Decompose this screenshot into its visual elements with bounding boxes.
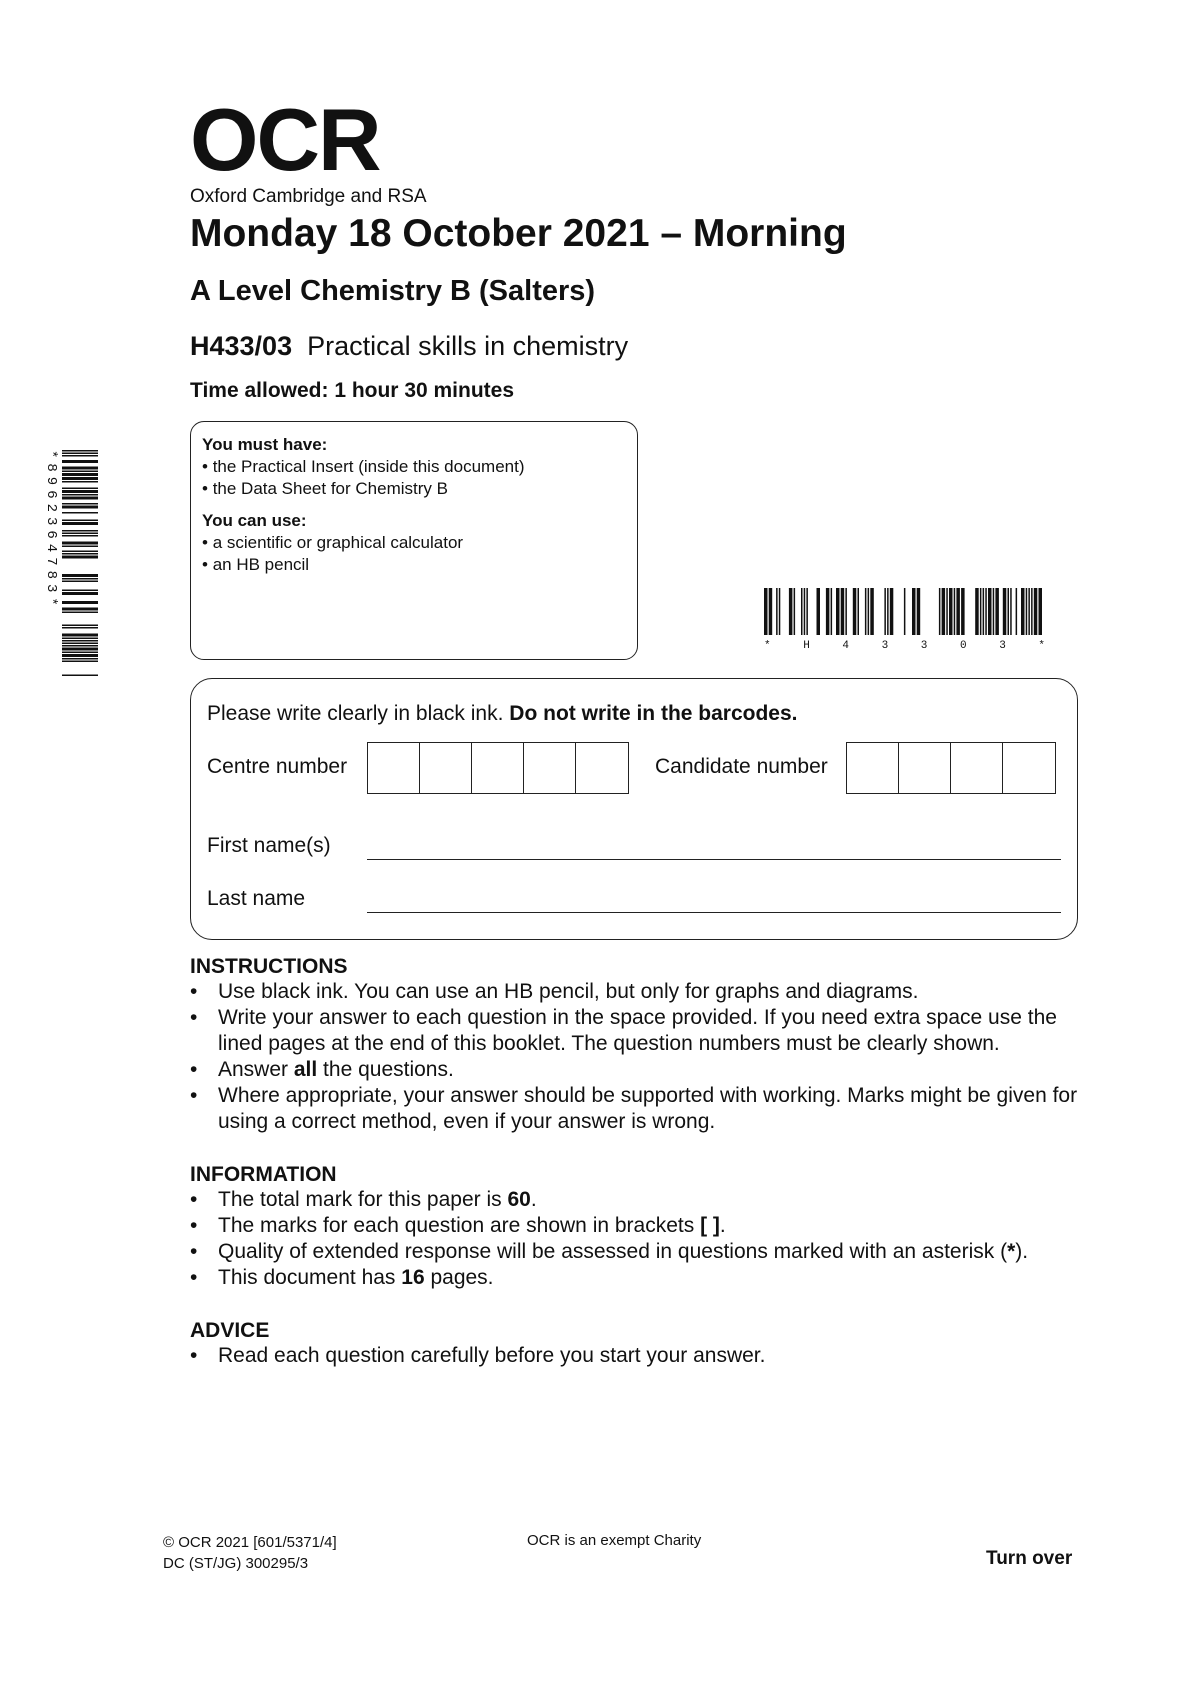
candidate-number-digit[interactable] <box>899 743 951 793</box>
information-section <box>190 1163 1090 1291</box>
document-reference: DC (ST/JG) 300295/3 <box>163 1555 309 1572</box>
information-item: • This document has 16 pages. <box>190 1266 494 1289</box>
centre-number-input[interactable] <box>367 742 629 794</box>
last-name-label: Last name <box>207 887 306 910</box>
exam-title: Practical skills in chemistry <box>307 331 629 361</box>
first-name-label: First name(s) <box>207 834 331 857</box>
advice-section <box>190 1319 1090 1369</box>
instructions-section <box>190 955 1090 1135</box>
equipment-box <box>190 421 638 660</box>
centre-number-digit[interactable] <box>576 743 628 793</box>
exam-code: H433/03 <box>190 331 293 361</box>
write-instruction: Please write clearly in black ink. Do not write in the barcodes. <box>207 702 798 725</box>
paper-barcode <box>764 588 1044 650</box>
exam-subject: A Level Chemistry B (Salters) <box>190 275 596 307</box>
paper-barcode-graphic <box>764 588 1044 650</box>
footer-left <box>163 1532 337 1574</box>
side-barcode-digits: *8962364783* <box>44 450 59 611</box>
side-barcode <box>44 450 100 680</box>
centre-number-digit[interactable] <box>472 743 524 793</box>
first-name-field[interactable] <box>367 859 1061 860</box>
charity-text: OCR is an exempt Charity <box>527 1532 702 1549</box>
centre-number-label: Centre number <box>207 755 348 778</box>
can-use-item: • an HB pencil <box>202 555 310 574</box>
can-use-heading: You can use: <box>202 511 307 530</box>
centre-number-digit[interactable] <box>420 743 472 793</box>
information-item: • Quality of extended response will be assessed in questions marked with an asterisk (*). <box>190 1240 1029 1263</box>
time-allowed: Time allowed: 1 hour 30 minutes <box>190 379 515 402</box>
centre-number-digit[interactable] <box>368 743 420 793</box>
candidate-number-digit[interactable] <box>1003 743 1055 793</box>
instructions-heading: INSTRUCTIONS <box>190 955 348 978</box>
must-have-heading: You must have: <box>202 435 328 454</box>
candidate-details-box <box>190 678 1078 940</box>
candidate-number-digit[interactable] <box>847 743 899 793</box>
turn-over-text: Turn over <box>986 1548 1073 1569</box>
candidate-number-label: Candidate number <box>655 755 828 778</box>
instruction-item: • Answer all the questions. <box>190 1058 454 1081</box>
information-item: • The total mark for this paper is 60. <box>190 1188 537 1211</box>
logo-subtitle: Oxford Cambridge and RSA <box>190 186 427 207</box>
candidate-number-digit[interactable] <box>951 743 1003 793</box>
information-item: • The marks for each question are shown in brackets [ ]. <box>190 1214 726 1237</box>
advice-item: • Read each question carefully before you start your answer. <box>190 1344 766 1367</box>
last-name-field[interactable] <box>367 912 1061 913</box>
instruction-item: • Where appropriate, your answer should be supported with working. Marks might be given for using a correct method, even if your answer is wrong. <box>190 1084 1078 1133</box>
paper-barcode-digits: * H 4 3 3 0 3 * <box>764 640 1044 650</box>
information-heading: INFORMATION <box>190 1163 337 1186</box>
exam-code-line <box>190 331 628 362</box>
side-barcode-graphic <box>44 450 100 680</box>
candidate-number-input[interactable] <box>846 742 1056 794</box>
can-use-item: • a scientific or graphical calculator <box>202 533 464 552</box>
logo-wordmark: OCR <box>190 90 380 189</box>
must-have-item: • the Practical Insert (inside this document) <box>202 457 525 476</box>
centre-number-digit[interactable] <box>524 743 576 793</box>
must-have-item: • the Data Sheet for Chemistry B <box>202 479 448 498</box>
exam-date: Monday 18 October 2021 – Morning <box>190 212 847 255</box>
instruction-item: • Use black ink. You can use an HB pencil, but only for graphs and diagrams. <box>190 980 919 1003</box>
copyright-text: © OCR 2021 [601/5371/4] <box>163 1534 337 1551</box>
instruction-item: • Write your answer to each question in the space provided. If you need extra space use the lined pages at the end of this booklet. The question numbers must be clearly shown. <box>190 1006 1057 1055</box>
advice-heading: ADVICE <box>190 1319 270 1342</box>
ocr-logo <box>190 90 450 207</box>
